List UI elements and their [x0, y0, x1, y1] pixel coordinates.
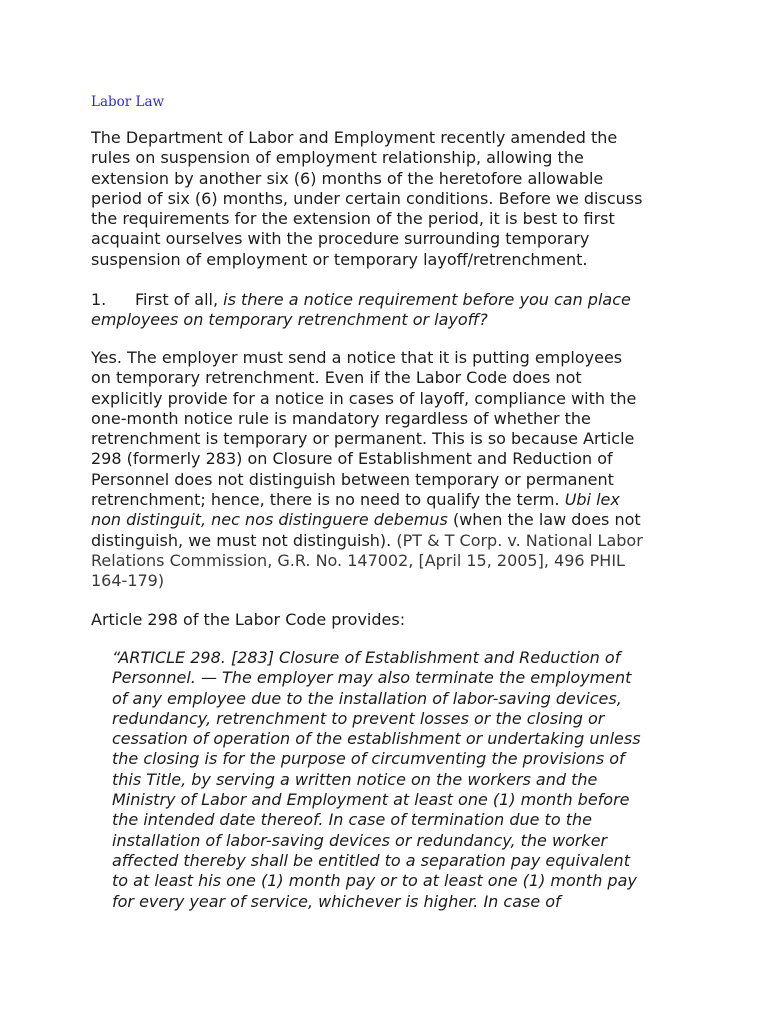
article-quote [112, 648, 692, 912]
question-line: employees on temporary retrenchment or layoff? [91, 310, 488, 330]
quote-line: this Title, by serving a written notice on the workers and the [112, 769, 598, 789]
quote-line: affected thereby shall be entitled to a separation pay equivalent [112, 850, 630, 870]
article-intro [91, 610, 691, 630]
case-citation: (PT & T Corp. v. National Labor [396, 530, 643, 550]
quote-line: of any employee due to the installation of labor-saving devices, [112, 688, 622, 708]
quote-line: the intended date thereof. In case of termination due to the [112, 810, 592, 830]
intro-line: The Department of Labor and Employment recently amended the [91, 128, 618, 147]
question-lead: First of all, [135, 290, 219, 309]
intro-line: the requirements for the extension of the period, it is best to first [91, 209, 615, 229]
quote-line: for every year of service, whichever is higher. In case of [112, 891, 561, 911]
answer-line [91, 531, 691, 551]
intro-line: period of six (6) months, under certain conditions. Before we discuss [91, 188, 643, 208]
question-paragraph [91, 290, 691, 331]
article-intro-line: Article 298 of the Labor Code provides: [91, 610, 406, 629]
latin-maxim: Ubi lex [564, 490, 620, 510]
answer-line: Yes. The employer must send a notice that it is putting employees [91, 348, 623, 367]
intro-line: rules on suspension of employment relationship, allowing the [91, 148, 584, 168]
question-text: is there a notice requirement before you can place [218, 290, 631, 309]
answer-line: on temporary retrenchment. Even if the Labor Code does not [91, 368, 582, 388]
answer-text: (when the law does not [447, 510, 641, 530]
intro-line: acquaint ourselves with the procedure surrounding temporary [91, 229, 590, 249]
answer-line: Personnel does not distinguish between temporary or permanent [91, 469, 614, 489]
answer-text: retrenchment; hence, there is no need to qualify the term. [91, 490, 565, 510]
case-citation: Relations Commission, G.R. No. 147002, [April 15, 2005], 496 PHIL [91, 550, 625, 570]
answer-line: explicitly provide for a notice in cases of layoff, compliance with the [91, 388, 637, 408]
quote-line: to at least his one (1) month pay or to at least one (1) month pay [112, 871, 637, 891]
latin-maxim: non distinguit, nec nos distinguere debemus [91, 510, 448, 530]
quote-line: “ARTICLE 298. [283] Closure of Establishment and Reduction of [112, 648, 621, 667]
quote-line: installation of labor-saving devices or redundancy, the worker [112, 830, 608, 850]
intro-line: extension by another six (6) months of the heretofore allowable [91, 168, 604, 188]
category-label[interactable]: Labor Law [91, 94, 165, 110]
quote-line: redundancy, retrenchment to prevent losses or the closing or [112, 708, 605, 728]
answer-line: retrenchment is temporary or permanent. This is so because Article [91, 429, 635, 449]
question-line [91, 290, 691, 310]
answer-line [91, 510, 691, 530]
answer-paragraph [91, 348, 691, 592]
quote-line: Personnel. — The employer may also terminate the employment [112, 668, 632, 688]
quote-line: Ministry of Labor and Employment at least one (1) month before [112, 790, 630, 810]
quote-line: the closing is for the purpose of circumventing the provisions of [112, 749, 625, 769]
answer-line: 298 (formerly 283) on Closure of Establishment and Reduction of [91, 449, 613, 469]
answer-text: distinguish, we must not distinguish). [91, 530, 397, 550]
quote-line: cessation of operation of the establishment or undertaking unless [112, 729, 641, 749]
question-number: 1. [91, 290, 107, 309]
intro-line: suspension of employment or temporary layoff/retrenchment. [91, 249, 588, 269]
intro-paragraph [91, 128, 691, 270]
answer-line: one-month notice rule is mandatory regardless of whether the [91, 408, 591, 428]
case-citation: 164-179) [91, 571, 165, 591]
answer-line [91, 490, 691, 510]
